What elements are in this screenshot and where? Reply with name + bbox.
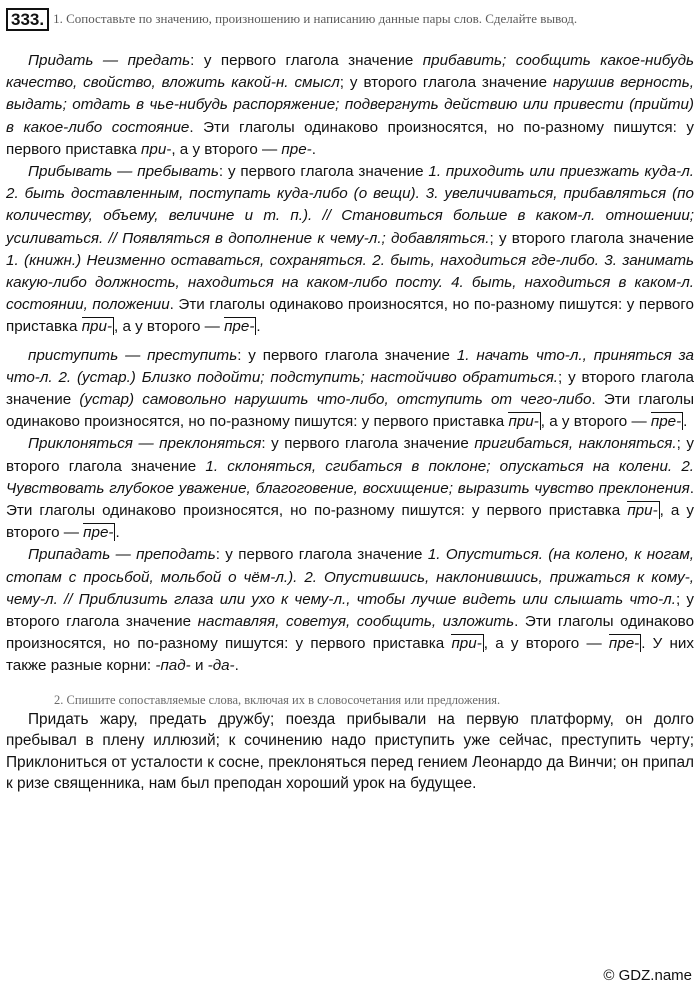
word: пребывать: [137, 163, 219, 181]
prefix: пре-: [83, 524, 114, 542]
text: .: [311, 140, 316, 158]
text: , а у второго —: [540, 413, 651, 431]
text: : у первого глагола значение: [218, 163, 429, 181]
prefix: при-: [141, 140, 172, 158]
dash: —: [112, 163, 138, 181]
meaning: нарушив верность, выдать; отдать в чье-нибудь распоряжение; подвергнуть действию или привести (прийти) в какое-либо состояние: [6, 74, 694, 136]
pair-paragraph-4: [6, 433, 694, 544]
pair-paragraph-1: [6, 50, 694, 161]
text: , а у второго —: [6, 502, 695, 542]
meaning: прибавить; сообщить какое-нибудь качество, свойство, вложить какой-н. смысл: [6, 52, 694, 92]
text: ; у второго глагола значение: [6, 590, 694, 631]
dash: —: [110, 546, 137, 564]
text: и: [190, 657, 208, 675]
prefix: при-: [627, 502, 658, 520]
pair-paragraph-5: [6, 544, 694, 677]
meaning: самовольно нарушить что-либо, отступить от чего-либо: [134, 391, 592, 409]
text: : у первого глагола значение: [261, 435, 475, 453]
task-heading: [6, 8, 694, 31]
word: предать: [127, 52, 191, 69]
prefix: пре-: [608, 635, 640, 653]
dash: —: [132, 435, 160, 453]
pair-paragraph-3: [6, 345, 694, 434]
word: Придать: [28, 52, 94, 69]
text: . У них также разные корни:: [6, 635, 694, 675]
prefix: при-: [81, 318, 113, 336]
prefix: пре-: [650, 413, 682, 431]
text: .: [683, 413, 688, 431]
pair-paragraph-2: [6, 161, 694, 339]
word: Приклоняться: [28, 435, 133, 453]
text: , а у второго —: [171, 140, 282, 158]
text: ; у второго глагола значение: [339, 74, 553, 92]
text: .: [234, 657, 239, 675]
part2-heading: 2. Спишите сопоставляемые слова, включая их в словосочетания или предложения.: [54, 692, 501, 707]
meaning: наставляя, советуя, сообщить, изложить: [197, 613, 515, 631]
word: преступить: [147, 346, 238, 364]
text: . Эти глаголы одинаково произносятся, но по-разному пишутся: у первого приставка: [6, 118, 694, 158]
text: : у первого глагола значение: [215, 546, 428, 564]
answer-body: [6, 50, 694, 795]
dash: —: [118, 346, 148, 364]
meaning: 1. начать что-л., приняться за что-л. 2. (устар.) Близко подойти; подступить; настойчиво обратиться.: [6, 346, 694, 386]
text: .: [115, 524, 120, 542]
word: приступить: [28, 346, 119, 364]
text: . Эти глаголы одинаково произносятся, но по-разному пишутся: у первого приставка: [6, 296, 694, 336]
meaning: (устар): [79, 391, 135, 409]
text: , а у второго —: [114, 318, 225, 336]
word: Прибывать: [28, 163, 113, 181]
word: преклоняться: [159, 435, 262, 453]
text: . Эти глаголы одинаково произносятся, но по-разному пишутся: у первого приставка: [6, 479, 694, 520]
prefix: пре-: [224, 318, 255, 336]
text: ; у второго глагола значение: [6, 368, 694, 409]
text: , а у второго —: [483, 635, 609, 653]
meaning: 1. приходить или приезжать куда-л. 2. быть доставленным, поступать куда-либо (о вещи). 3. увеличиваться, прибавляться (по количеству, объему, величине и т. п.). // Становиться больше в каком-л. отношении; усиливаться. // Появляться в дополнение к чему-л.; добавляться.: [6, 163, 694, 247]
prefix: при-: [508, 413, 539, 431]
meaning: 1. (книжн.) Неизменно оставаться, сохраняться. 2. быть, находиться где-либо. 3. занимать какую-либо должность, находиться на каком-либо посту. 4. быть, находиться в каком-л. состоянии, положении: [6, 251, 694, 314]
word: Припадать: [28, 546, 111, 564]
part2-answer: Придать жару, предать дружбу; поезда прибывали на первую платформу, он долго пребывал в плену иллюзий; к сочинению надо приступить уже сейчас, преступить черту; Приклониться от усталости к сосне, преклоняться перед гением Леонардо да Винчи; он припал к ризе священника, нам был преподан хороший урок на будущее.: [6, 710, 694, 793]
text: : у первого глагола значение: [237, 346, 457, 364]
watermark: © GDZ.name: [603, 967, 692, 984]
task-instruction: 1. Сопоставьте по значению, произношению и написанию данные пары слов. Сделайте вывод.: [53, 11, 578, 26]
task-number: 333.: [6, 8, 49, 31]
text: .: [256, 318, 261, 336]
root: -пад-: [155, 657, 191, 675]
meaning: 1. Опуститься. (на колено, к ногам, стопам с просьбой, мольбой о чём-л.). 2. Опустившись, наклонившись, прижаться к кому-, чему-л. // Приблизить глаза или ухо к чему-л., чтобы лучше видеть или слышать что-л.: [6, 546, 695, 608]
text: . Эти глаголы одинаково произносятся, но по-разному пишутся: у первого приставка: [6, 391, 694, 431]
prefix: пре-: [281, 140, 312, 158]
prefix: при-: [451, 635, 482, 653]
meaning: 1. склоняться, сгибаться в поклоне; опускаться на колени. 2. Чувствовать глубокое уважение, благоговение, восхищение; выразить чувство преклонения: [6, 457, 695, 497]
dash: —: [93, 52, 128, 69]
root: -да-: [207, 657, 235, 675]
text: ; у второго глагола значение: [489, 229, 695, 247]
meaning: пригибаться, наклоняться.: [474, 435, 677, 453]
text: . Эти глаголы одинаково произносятся, но по-разному пишутся: у первого приставка: [6, 613, 695, 653]
word: преподать: [136, 546, 216, 564]
text: : у первого глагола значение: [190, 52, 423, 69]
text: ; у второго глагола значение: [6, 435, 694, 475]
